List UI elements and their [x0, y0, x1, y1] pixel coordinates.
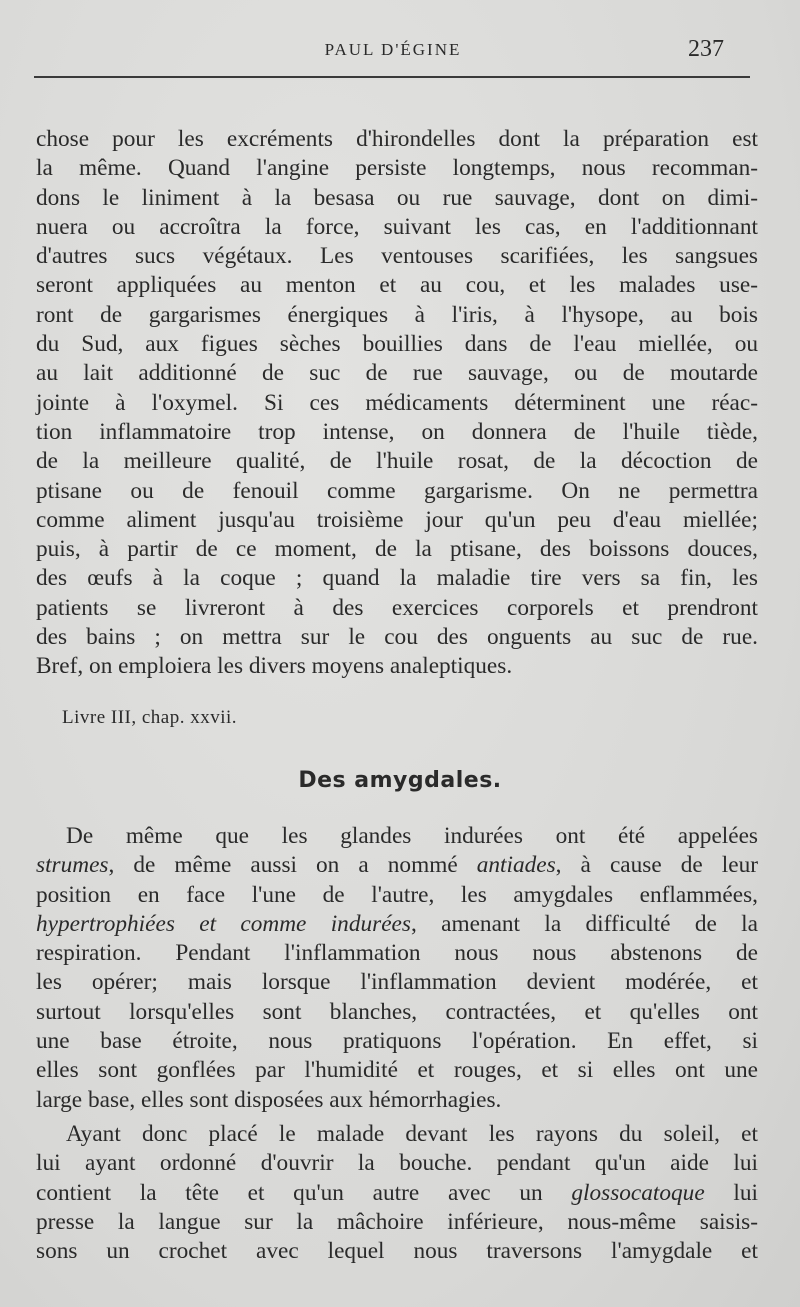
text-line: respiration. Pendant l'inflammation nous nous abstenons de — [36, 940, 758, 967]
text-line: nuera ou accroîtra la force, suivant les cas, en l'additionnant — [36, 213, 758, 240]
header-rule — [34, 76, 750, 78]
text-line: au lait additionné de suc de rue sauvage, ou de moutarde — [36, 360, 758, 387]
text-line: des bains ; on mettra sur le cou des onguents au suc de rue. — [36, 624, 758, 651]
text-line: presse la langue sur la mâchoire inférieure, nous-même saisis- — [36, 1208, 758, 1235]
text-line: seront appliquées au menton et au cou, et les malades use- — [36, 272, 758, 299]
paragraph-operation — [36, 1120, 758, 1266]
italic-term: antiades — [476, 852, 556, 879]
page-number: 237 — [688, 36, 724, 62]
text-line: des œufs à la coque ; quand la maladie tire vers sa fin, les — [36, 565, 758, 592]
text-line: puis, à partir de ce moment, de la ptisane, des boissons douces, — [36, 536, 758, 563]
text-line: patients se livreront à des exercices corporels et prendront — [36, 594, 758, 621]
section-heading: Des amygdales. — [298, 768, 502, 793]
text-fragment: , à cause de leur — [555, 852, 758, 879]
running-head — [36, 36, 750, 76]
text-line: surtout lorsqu'elles sont blanches, contractées, et qu'elles ont — [36, 998, 758, 1025]
text-line: large base, elles sont disposées aux hémorrhagies. — [36, 1086, 502, 1113]
text-line: d'autres sucs végétaux. Les ventouses scarifiées, les sangsues — [36, 243, 758, 270]
text-line — [36, 910, 758, 939]
text-line: chose pour les excréments d'hirondelles dont la préparation est — [36, 126, 758, 152]
text-fragment: contient la tête et qu'un autre avec un — [36, 1179, 572, 1206]
text-line: dons le liniment à la besasa ou rue sauvage, dont on dimi- — [36, 184, 758, 211]
text-line: De même que les glandes indurées ont été appelées — [66, 823, 758, 849]
text-line: les opérer; mais lorsque l'inflammation devient modérée, et — [36, 969, 758, 996]
text-line: la même. Quand l'angine persiste longtemps, nous recomman- — [36, 155, 758, 182]
text-line: position en face l'une de l'autre, les amygdales enflammées, — [36, 881, 758, 908]
text-line: Ayant donc placé le malade devant les rayons du soleil, et — [66, 1121, 758, 1147]
text-line — [36, 851, 758, 880]
paragraph-angine — [36, 125, 758, 682]
text-line: ront de gargarismes énergiques à l'iris, à l'hysope, au bois — [36, 301, 758, 328]
running-title: PAUL D'ÉGINE — [324, 40, 462, 59]
text-line: de la meilleure qualité, de l'huile rosat, de la décoction de — [36, 448, 758, 475]
text-line: tion inflammatoire trop intense, on donnera de l'huile tiède, — [36, 418, 758, 445]
text-line: Bref, on emploiera les divers moyens analeptiques. — [36, 653, 513, 680]
text-fragment: , amenant la difficulté de la — [410, 910, 758, 937]
text-line: du Sud, aux figues sèches bouillies dans de l'eau miellée, ou — [36, 331, 758, 358]
text-line: comme aliment jusqu'au troisième jour qu'un peu d'eau miellée; — [36, 506, 758, 533]
text-line: ptisane ou de fenouil comme gargarisme. On ne permettra — [36, 477, 758, 504]
text-line — [36, 1179, 758, 1208]
italic-term: hypertrophiées et comme indurées — [36, 910, 411, 937]
text-fragment: , de même aussi on a nommé — [108, 852, 477, 879]
text-line: lui ayant ordonné d'ouvrir la bouche. pendant qu'un aide lui — [36, 1150, 758, 1177]
text-line: sons un crochet avec lequel nous traversons l'amygdale et — [36, 1238, 758, 1265]
italic-term: strumes — [36, 852, 109, 879]
text-line: elles sont gonflées par l'humidité et rouges, et si elles ont une — [36, 1057, 758, 1084]
text-line: jointe à l'oxymel. Si ces médicaments déterminent une réac- — [36, 389, 758, 416]
text-fragment: lui — [704, 1179, 758, 1206]
paragraph-amygdales — [36, 822, 758, 1115]
text-line: une base étroite, nous pratiquons l'opération. En effet, si — [36, 1028, 758, 1055]
citation: Livre III, chap. xxvii. — [62, 707, 238, 728]
italic-term: glossocatoque — [571, 1179, 705, 1206]
